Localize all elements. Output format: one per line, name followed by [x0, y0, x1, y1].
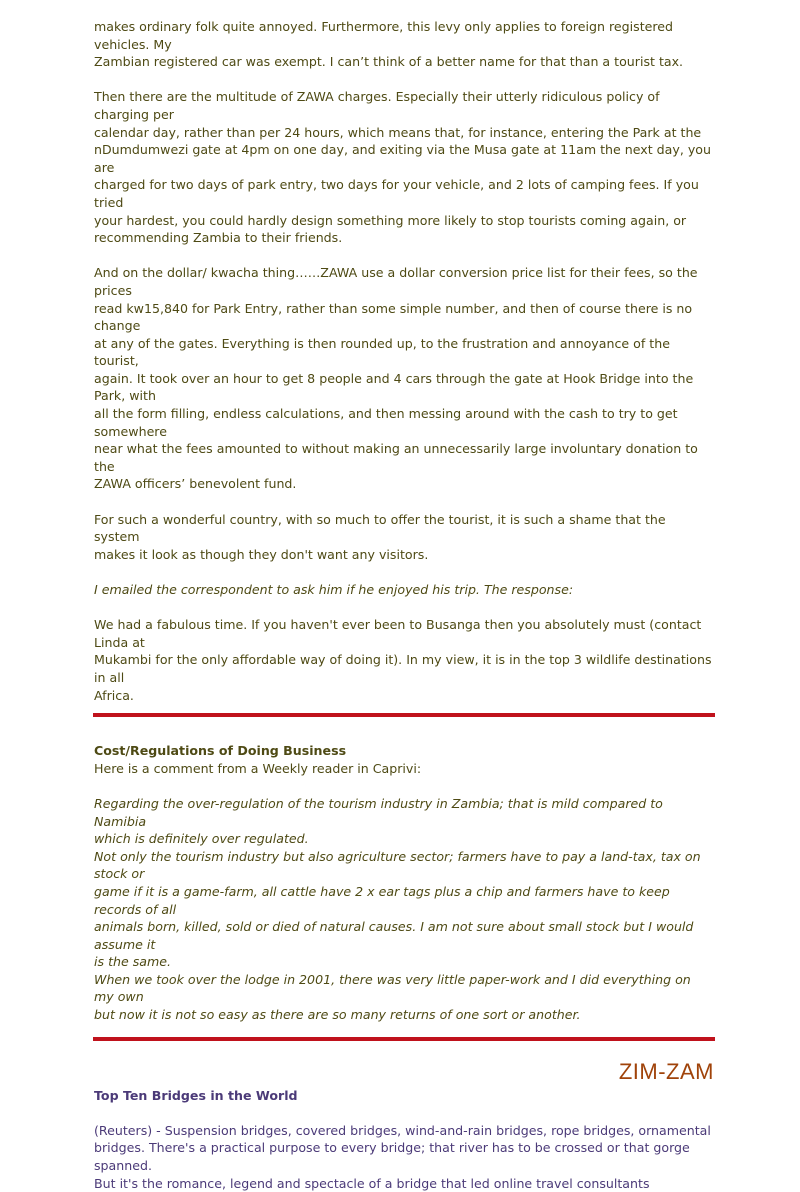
- text-line: We had a fabulous time. If you haven't ever been to Busanga then you absolutely must (contact Linda at: [94, 617, 702, 650]
- text-line: When we took over the lodge in 2001, there was very little paper-work and I did everything on my own: [94, 971, 691, 1005]
- text-line: at any of the gates. Everything is then rounded up, to the frustration and annoyance of the tourist,: [94, 335, 670, 369]
- text-line: read kw15,840 for Park Entry, rather than some simple number, and then of course there is no change: [94, 300, 693, 334]
- paragraph-zawa-charges: [94, 88, 714, 246]
- zim-zam-brand-heading: ZIM-ZAM: [618, 1058, 714, 1084]
- text-line: Then there are the multitude of ZAWA charges. Especially their utterly ridiculous policy of charging per: [94, 89, 660, 122]
- text-line: calendar day, rather than per 24 hours, which means that, for instance, entering the Park at the: [94, 124, 702, 140]
- text-line: recommending Zambia to their friends.: [94, 230, 343, 246]
- text-line: But it's the romance, legend and spectacle of a bridge that led online travel consultants: [94, 1175, 650, 1191]
- text-line: Not only the tourism industry but also agriculture sector; farmers have to pay a land-tax, tax on stock or: [94, 848, 701, 882]
- section-heading-cost-regulations: Cost/Regulations of Doing Business: [94, 743, 347, 759]
- text-line: (Reuters) - Suspension bridges, covered bridges, wind-and-rain bridges, rope bridges, ornamental: [94, 1122, 711, 1138]
- text-line: again. It took over an hour to get 8 people and 4 cars through the gate at Hook Bridge into the Park, with: [94, 370, 694, 404]
- intro-text: Here is a comment from a Weekly reader in Caprivi:: [94, 760, 422, 776]
- text-line: your hardest, you could hardly design something more likely to stop tourists coming again, or: [94, 212, 687, 228]
- text-line: Africa.: [94, 687, 134, 703]
- text-line: near what the fees amounted to without making an unnecessarily large involuntary donation to the: [94, 441, 698, 474]
- text-line: is the same.: [94, 954, 172, 970]
- text-line: all the form filling, endless calculations, and then messing around with the cash to try to get somewhere: [94, 406, 678, 439]
- text-line: charged for two days of park entry, two days for your vehicle, and 2 lots of camping fees. If you tried: [94, 177, 699, 210]
- text-line: ZAWA officers’ benevolent fund.: [94, 476, 297, 492]
- text-line: Zambian registered car was exempt. I can’t think of a better name for that than a tourist tax.: [94, 54, 684, 70]
- paragraph-bridges: [94, 1122, 714, 1192]
- paragraph-tourist-tax: [94, 18, 714, 71]
- paragraph-wonderful-country: [94, 511, 714, 564]
- text-line: Regarding the over-regulation of the tourism industry in Zambia; that is mild compared to Namibia: [94, 795, 663, 829]
- paragraph-editor-note: I emailed the correspondent to ask him if he enjoyed his trip. The response:: [94, 582, 574, 597]
- text-line: which is definitely over regulated.: [94, 831, 309, 847]
- paragraph-response: [94, 616, 714, 704]
- text-line: makes it look as though they don't want any visitors.: [94, 546, 429, 562]
- text-line: game if it is a game-farm, all cattle have 2 x ear tags plus a chip and farmers have to keep records of all: [94, 883, 670, 917]
- text-line: nDumdumwezi gate at 4pm on one day, and exiting via the Musa gate at 11am the next day, you are: [94, 142, 711, 175]
- text-line: animals born, killed, sold or died of natural causes. I am not sure about small stock but I would assume it: [94, 919, 694, 952]
- text-line: bridges. There's a practical purpose to every bridge; that river has to be crossed or that gorge spanned.: [94, 1140, 690, 1174]
- section-heading-top-ten-bridges: Top Ten Bridges in the World: [94, 1087, 298, 1103]
- text-line: And on the dollar/ kwacha thing……ZAWA use a dollar conversion price list for their fees, so the prices: [94, 265, 698, 298]
- text-line: but now it is not so easy as there are so many returns of one sort or another.: [94, 1007, 581, 1023]
- reader-quote: [94, 795, 714, 1024]
- paragraph-dollar-kwacha: [94, 264, 714, 493]
- text-line: For such a wonderful country, with so much to offer the tourist, it is such a shame that the system: [94, 511, 666, 545]
- text-line: Mukambi for the only affordable way of doing it). In my view, it is in the top 3 wildlife destinations in all: [94, 652, 712, 685]
- document-page: [94, 18, 714, 1192]
- text-line: makes ordinary folk quite annoyed. Furthermore, this levy only applies to foreign registered vehicles. My: [94, 19, 674, 52]
